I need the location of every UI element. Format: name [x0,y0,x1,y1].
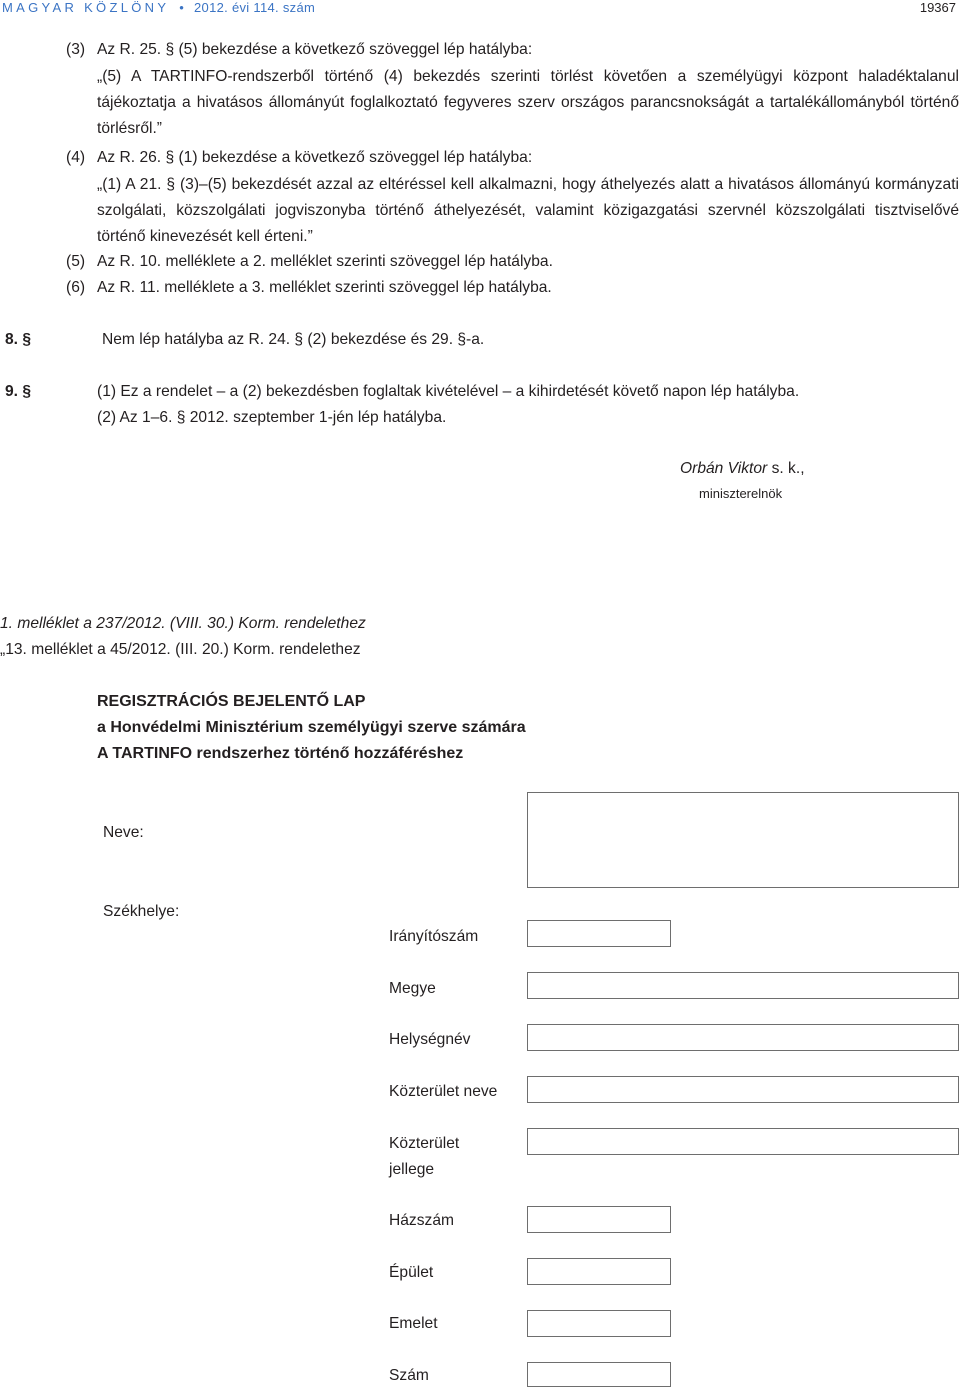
paragraph-number: (4) [66,149,86,166]
seat-label: Székhelye: [103,903,180,920]
signature-suffix: s. k., [767,460,805,477]
running-header [2,0,315,15]
house-number-field[interactable] [527,1206,671,1233]
form-subheading: A TARTINFO rendszerhez történő hozzáféréshez [97,745,464,762]
name-field[interactable] [527,792,959,888]
section-text: (1) Ez a rendelet – a (2) bekezdésben foglaltak kivételével – a kihirdetését követő napon lép hatályba. [97,383,800,400]
paragraph-number: (6) [66,279,86,296]
zip-label: Irányítószám [389,928,479,945]
street-type-label-line2: jellege [389,1161,435,1178]
street-name-label: Közterület neve [389,1083,498,1100]
building-field[interactable] [527,1258,671,1285]
form-subheading: a Honvédelmi Minisztérium személyügyi szerve számára [97,719,526,736]
annex-title: 1. melléklet a 237/2012. (VIII. 30.) Korm. rendelethez [0,615,366,632]
paragraph-intro: Az R. 25. § (5) bekezdése a következő szöveggel lép hatályba: [97,41,533,58]
house-number-label: Házszám [389,1212,454,1229]
door-field[interactable] [527,1362,671,1387]
paragraph-number: (3) [66,41,86,58]
form-heading: REGISZTRÁCIÓS BEJELENTŐ LAP [97,693,366,710]
county-field[interactable] [527,972,959,999]
section-text: (2) Az 1–6. § 2012. szeptember 1-jén lép hatályba. [97,409,447,426]
street-type-label-line1: Közterület [389,1135,460,1152]
street-type-field[interactable] [527,1128,959,1155]
paragraph-3-quote: „(5) A TARTINFO-rendszerből történő (4) bekezdés szerinti törlést követően a személyügyi központ haladéktalanul tájékoztatja a hivatásos állományút foglalkoztató fegyveres szerv országos parancsnokságát a tartalékállományból történő törlésről.” [97,68,959,137]
annex-subtitle: „13. melléklet a 45/2012. (III. 20.) Korm. rendelethez [0,641,361,658]
city-label: Helységnév [389,1031,471,1048]
issue-label: 2012. évi 114. szám [194,0,316,15]
journal-title: MAGYAR KÖZLÖNY [2,0,170,15]
section-number: 9. § [5,383,32,400]
paragraph-intro: Az R. 26. § (1) bekezdése a következő szöveggel lép hatályba: [97,149,533,166]
bullet-separator: • [179,0,185,15]
zip-field[interactable] [527,920,671,947]
signature-line [680,459,805,479]
building-label: Épület [389,1264,434,1281]
signatory-name: Orbán Viktor [680,460,768,477]
signatory-role: miniszterelnök [699,486,783,501]
street-name-field[interactable] [527,1076,959,1103]
paragraph-4-quote: „(1) A 21. § (3)–(5) bekezdését azzal az eltéréssel kell alkalmazni, hogy áthelyezés alatt a hivatásos állományú kormányzati szolgálati, közszolgálati jogviszonyba történő áthelyezését, valamint közigazgatási szervnél közszolgálati tisztviselővé történő kinevezését kell érteni.” [97,176,959,245]
city-field[interactable] [527,1024,959,1051]
section-text: Nem lép hatályba az R. 24. § (2) bekezdése és 29. §-a. [102,331,485,348]
door-label: Szám [389,1367,429,1384]
paragraph-number: (5) [66,253,86,270]
name-label: Neve: [103,824,144,841]
floor-label: Emelet [389,1315,438,1332]
paragraph-text: Az R. 10. melléklete a 2. melléklet szerinti szöveggel lép hatályba. [97,253,553,270]
section-number: 8. § [5,331,32,348]
page-number: 19367 [919,0,956,15]
county-label: Megye [389,980,436,997]
paragraph-text: Az R. 11. melléklete a 3. melléklet szerinti szöveggel lép hatályba. [97,279,552,296]
floor-field[interactable] [527,1310,671,1337]
